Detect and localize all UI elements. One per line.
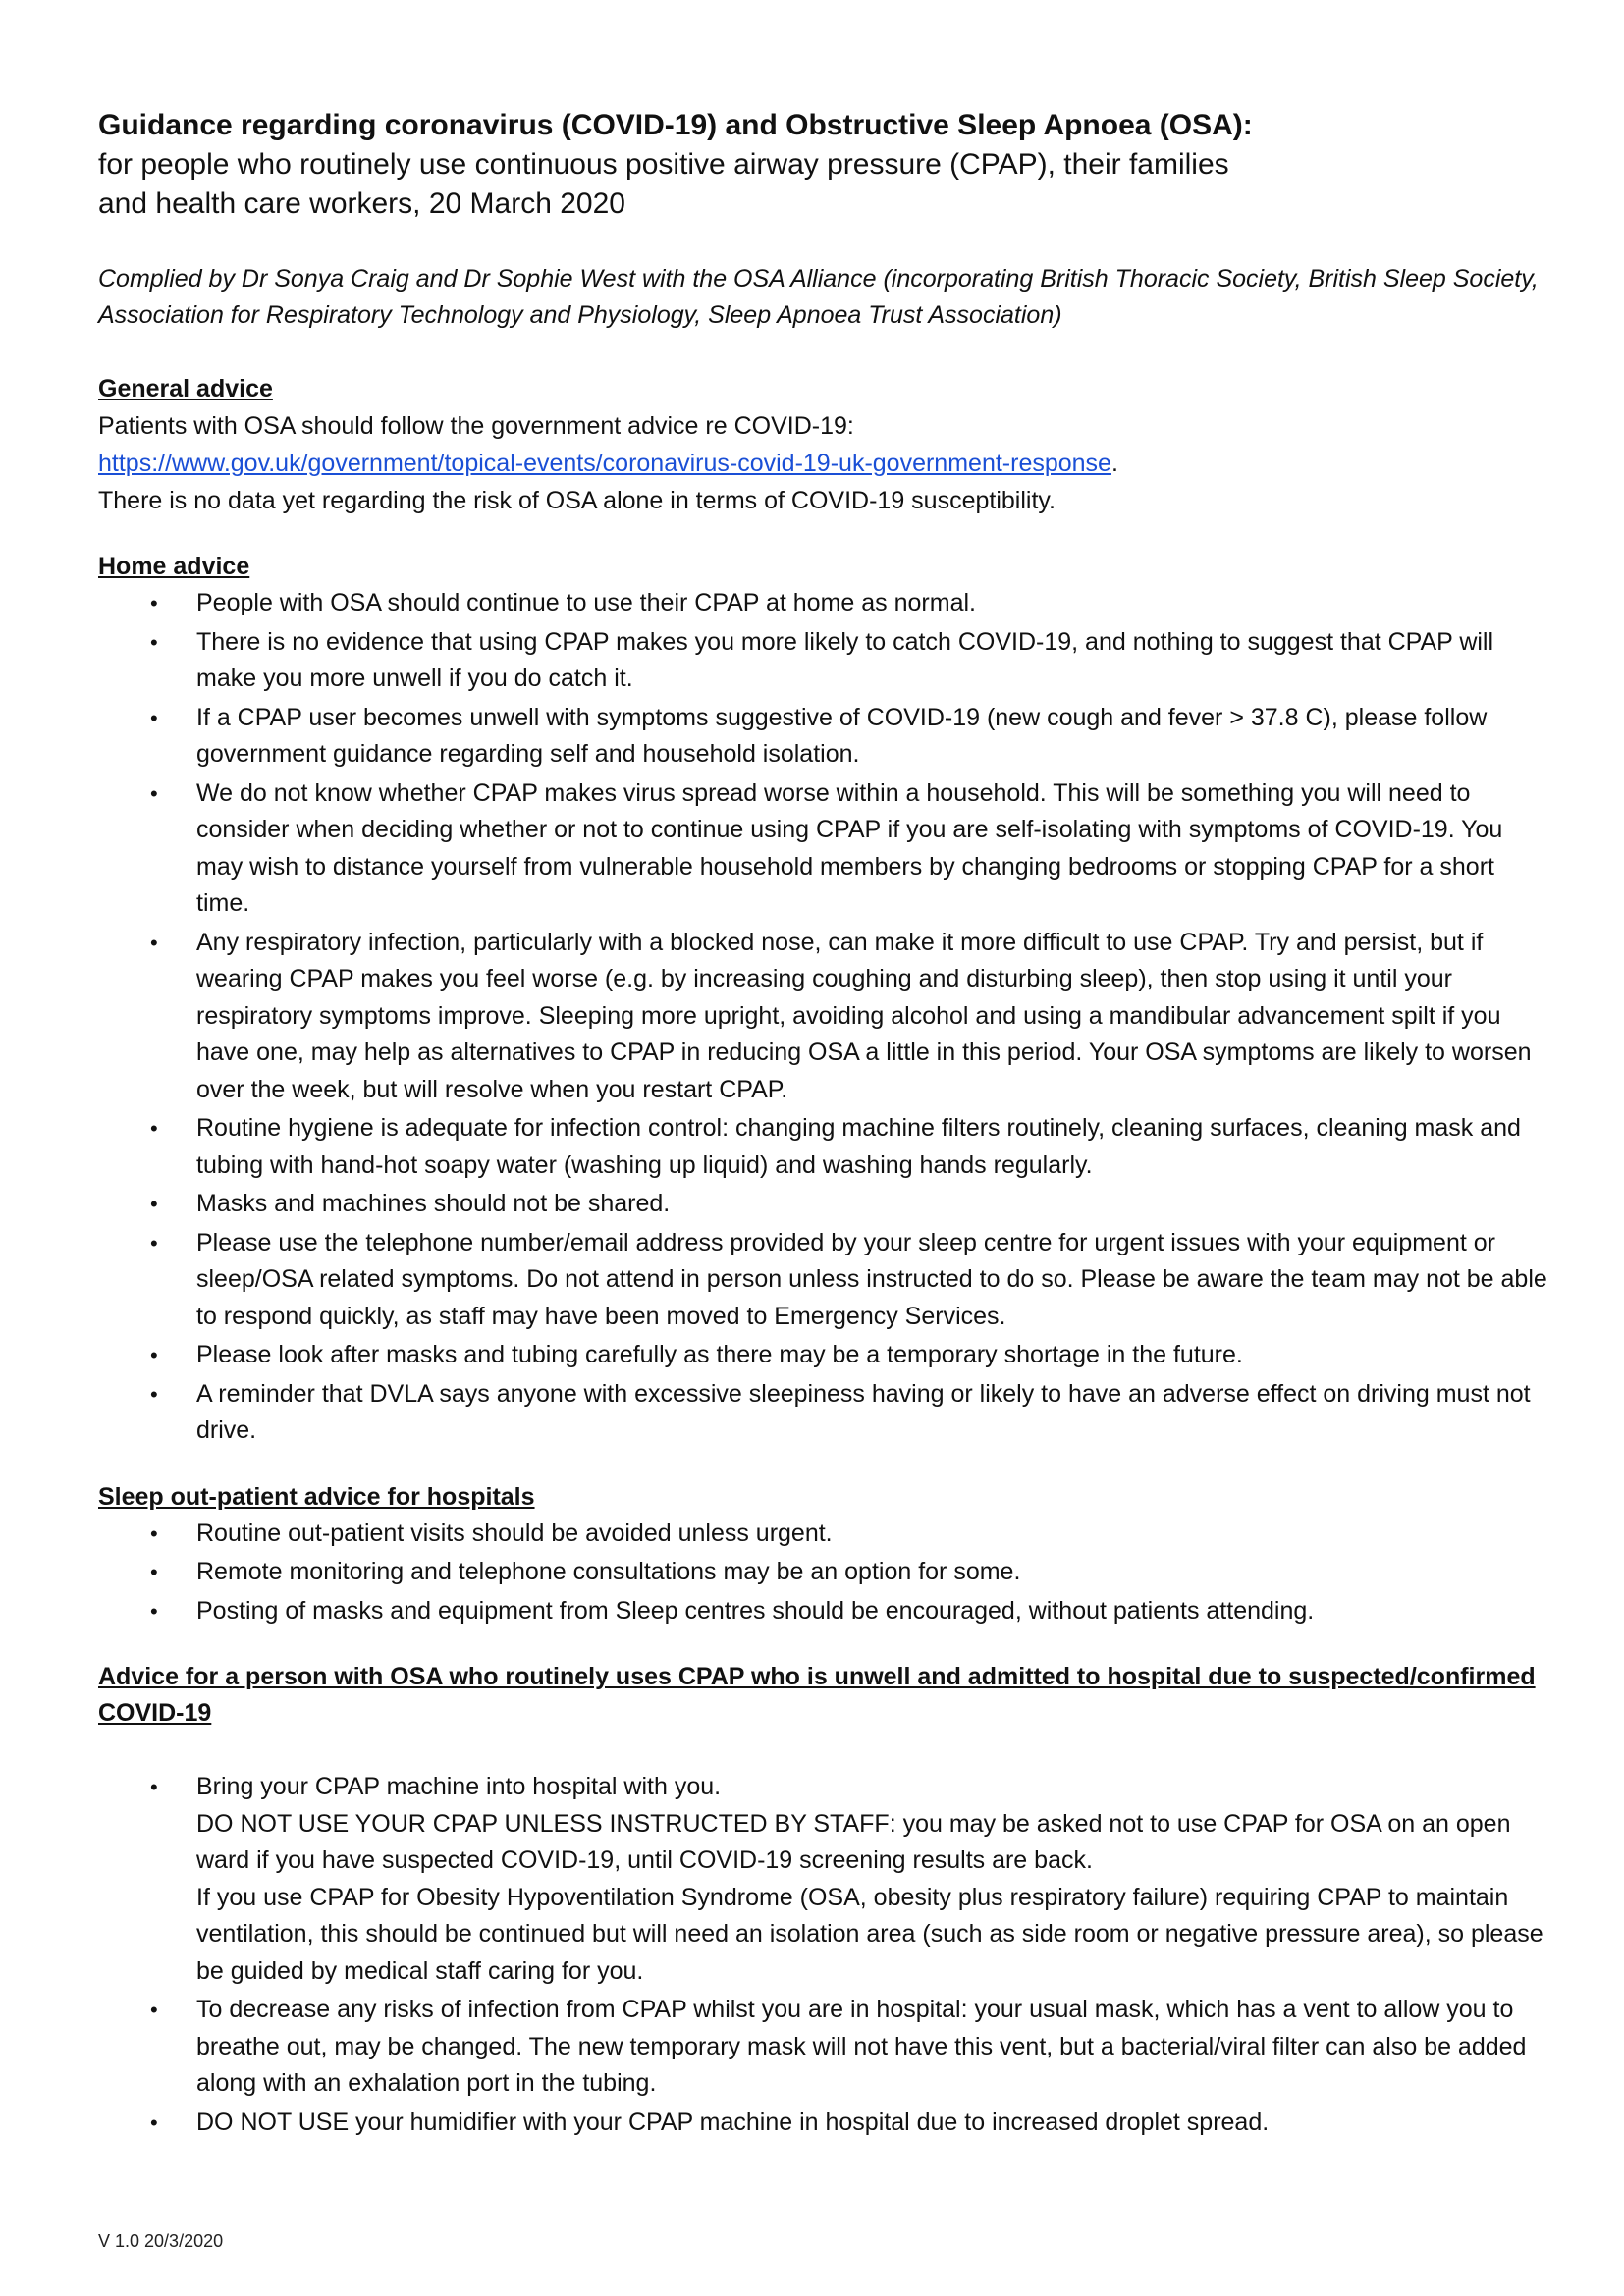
- list-item: [98, 700, 1551, 774]
- home-advice-list: [98, 585, 1551, 1450]
- bullet-icon: •: [150, 1343, 158, 1367]
- outpatient-advice-section: [98, 1479, 1551, 1630]
- bullet-icon: •: [150, 705, 158, 730]
- list-item: [98, 624, 1551, 698]
- list-item: [98, 1769, 1551, 1990]
- bullet-icon: •: [150, 930, 158, 955]
- list-item-text: People with OSA should continue to use their CPAP at home as normal.: [196, 589, 976, 616]
- list-item-text: Any respiratory infection, particularly with a blocked nose, can make it more difficult to use CPAP. Try and persist, but if wearing CPAP makes you feel worse (e.g. by increasing coughing and disturbing sleep), then stop using it until your respiratory symptoms improve. Sleeping more upright, avoiding alcohol and using a mandibular advancement spilt if you have one, may help as alternatives to CPAP in reducing OSA a little in this period. Your OSA symptoms are likely to worsen over the week, but will resolve when you restart CPAP.: [196, 928, 1532, 1103]
- document-page: [98, 106, 1551, 2143]
- list-item: [98, 1186, 1551, 1223]
- list-item: [98, 1593, 1551, 1630]
- list-item-text: Please use the telephone number/email address provided by your sleep centre for urgent issues with your equipment or sleep/OSA related symptoms. Do not attend in person unless instructed to do so. Please be aware the team may not be able to respond quickly, as staff may have been moved to Emergency Services.: [196, 1228, 1547, 1330]
- outpatient-advice-heading: Sleep out-patient advice for hospitals: [98, 1482, 535, 1511]
- hospital-advice-heading: Advice for a person with OSA who routinely uses CPAP who is unwell and admitted to hospital due to suspected/confirmed COVID-19: [98, 1663, 1536, 1727]
- list-item-text: To decrease any risks of infection from CPAP whilst you are in hospital: your usual mask, which has a vent to allow you to breathe out, may be changed. The new temporary mask will not have this vent, but a bacterial/viral filter can also be added along with an exhalation port in the tubing.: [196, 1996, 1527, 2097]
- list-item: [98, 585, 1551, 622]
- general-advice-section: [98, 371, 1551, 519]
- list-item-text: DO NOT USE YOUR CPAP UNLESS INSTRUCTED BY STAFF: you may be asked not to use CPAP for OSA on an open ward if you have suspected COVID-19, until COVID-19 screening results are back.: [196, 1809, 1511, 1874]
- list-item-text: We do not know whether CPAP makes virus spread worse within a household. This will be something you will need to consider when deciding whether or not to continue using CPAP if you are self-isolating with symptoms of COVID-19. You may wish to distance yourself from vulnerable household members by changing bedrooms or stopping CPAP for a short time.: [196, 778, 1503, 917]
- home-advice-heading: Home advice: [98, 553, 250, 580]
- bullet-icon: •: [150, 1998, 158, 2022]
- list-item-text: Remote monitoring and telephone consultations may be an option for some.: [196, 1558, 1021, 1585]
- general-advice-note: There is no data yet regarding the risk of OSA alone in terms of COVID-19 susceptibility.: [98, 487, 1056, 514]
- link-suffix: .: [1110, 450, 1118, 477]
- compiled-by-note: Complied by Dr Sonya Craig and Dr Sophie West with the OSA Alliance (incorporating British Thoracic Society, British Sleep Society, Association for Respiratory Technology and Physiology, Sleep Apnoea Trust Association): [98, 265, 1539, 329]
- bullet-icon: •: [150, 1598, 158, 1624]
- list-item-text: If a CPAP user becomes unwell with symptoms suggestive of COVID-19 (new cough and fever > 37.8 C), please follow government guidance regarding self and household isolation.: [196, 703, 1488, 768]
- list-item-text: Posting of masks and equipment from Sleep centres should be encouraged, without patients attending.: [196, 1596, 1315, 1625]
- version-footer: V 1.0 20/3/2020: [98, 2231, 224, 2251]
- list-item: [98, 925, 1551, 1109]
- bullet-icon: •: [150, 1381, 158, 1407]
- list-item: [98, 1110, 1551, 1184]
- document-subtitle-line-1: for people who routinely use continuous positive airway pressure (CPAP), their families: [98, 148, 1229, 181]
- bullet-icon: •: [150, 2109, 158, 2135]
- document-subtitle-line-2: and health care workers, 20 March 2020: [98, 187, 625, 220]
- list-item: [98, 1376, 1551, 1450]
- hospital-advice-list: [98, 1769, 1551, 2141]
- home-advice-section: [98, 549, 1551, 1450]
- list-item-text: A reminder that DVLA says anyone with excessive sleepiness having or likely to have an adverse effect on driving must not drive.: [196, 1379, 1531, 1444]
- bullet-icon: •: [150, 1560, 158, 1584]
- list-item: [98, 1992, 1551, 2103]
- section-gap: [98, 1732, 1551, 1769]
- hospital-advice-section: [98, 1659, 1551, 2141]
- bullet-icon: •: [150, 629, 158, 655]
- list-item-text: Please look after masks and tubing carefully as there may be a temporary shortage in the future.: [196, 1341, 1243, 1368]
- list-item-text: If you use CPAP for Obesity Hypoventilation Syndrome (OSA, obesity plus respiratory failure) requiring CPAP to maintain ventilation, this should be continued but will need an isolation area (such as side room or negative pressure area), so please be guided by medical staff caring for you.: [196, 1883, 1543, 1985]
- general-advice-heading: General advice: [98, 375, 273, 402]
- bullet-icon: •: [150, 780, 158, 806]
- list-item-text: DO NOT USE your humidifier with your CPAP machine in hospital due to increased droplet spread.: [196, 2108, 1270, 2136]
- list-item: [98, 2105, 1551, 2142]
- bullet-icon: •: [150, 1775, 158, 1799]
- document-title: Guidance regarding coronavirus (COVID-19) and Obstructive Sleep Apnoea (OSA):: [98, 109, 1253, 141]
- bullet-icon: •: [150, 1116, 158, 1141]
- list-item: [98, 1554, 1551, 1591]
- list-item-text: Routine hygiene is adequate for infection control: changing machine filters routinely, cleaning surfaces, cleaning mask and tubing with hand-hot soapy water (washing up liquid) and washing hands regularly.: [196, 1114, 1521, 1179]
- list-item-text: There is no evidence that using CPAP makes you more likely to catch COVID-19, and nothing to suggest that CPAP will make you more unwell if you do catch it.: [196, 627, 1494, 692]
- list-item: [98, 1516, 1551, 1553]
- general-advice-line: Patients with OSA should follow the government advice re COVID-19:: [98, 412, 854, 440]
- outpatient-advice-list: [98, 1516, 1551, 1630]
- list-item-text: Bring your CPAP machine into hospital with you.: [196, 1773, 722, 1800]
- bullet-icon: •: [150, 1230, 158, 1255]
- bullet-icon: •: [150, 1521, 158, 1546]
- list-item: [98, 1225, 1551, 1336]
- bullet-icon: •: [150, 1192, 158, 1216]
- list-item-text: Masks and machines should not be shared.: [196, 1190, 671, 1217]
- government-guidance-link[interactable]: https://www.gov.uk/government/topical-events/coronavirus-covid-19-uk-government-response: [98, 450, 1111, 477]
- government-link-line: [98, 445, 1551, 482]
- list-item: [98, 775, 1551, 923]
- list-item-text: Routine out-patient visits should be avoided unless urgent.: [196, 1519, 833, 1547]
- list-item: [98, 1337, 1551, 1374]
- bullet-icon: •: [150, 591, 158, 615]
